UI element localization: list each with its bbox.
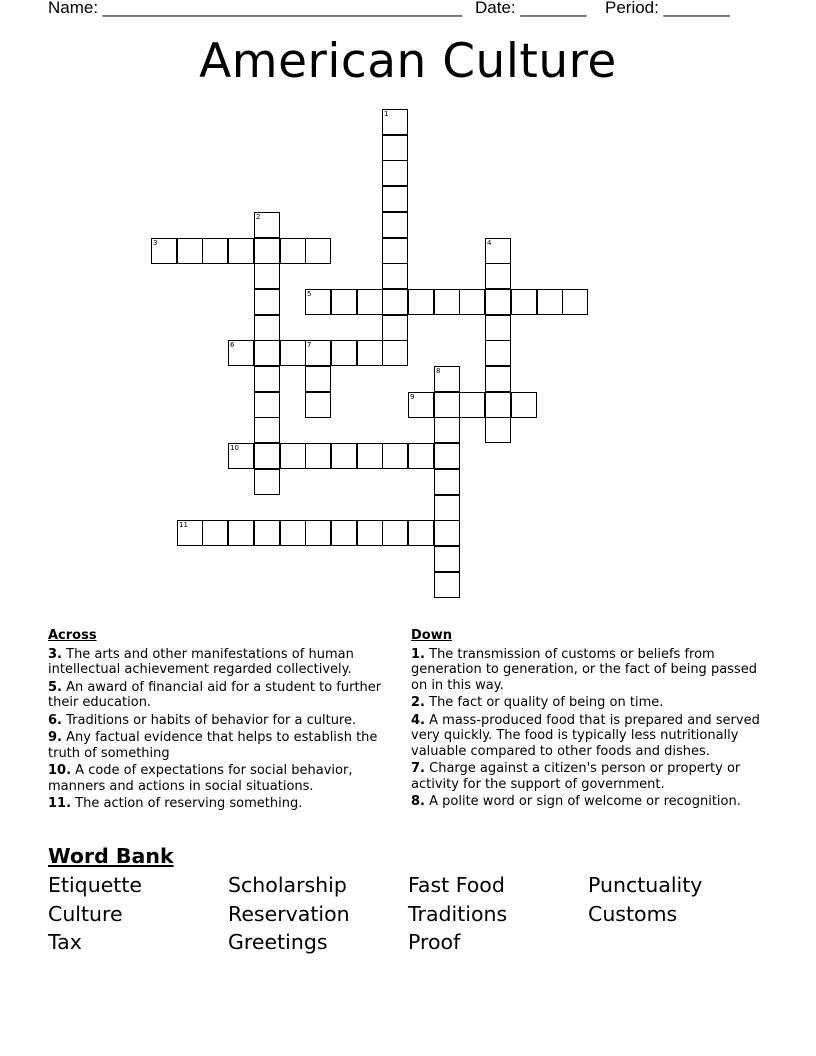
clue-number: 9. xyxy=(48,730,62,745)
crossword-cell[interactable] xyxy=(408,289,434,315)
word-bank-word: Scholarship xyxy=(228,873,347,897)
crossword-cell[interactable] xyxy=(331,340,357,366)
clue-number: 7. xyxy=(411,761,425,776)
crossword-cell[interactable] xyxy=(434,443,460,469)
crossword-cell[interactable] xyxy=(485,392,511,418)
clue-number: 8. xyxy=(411,794,425,809)
across-clues xyxy=(48,628,384,814)
crossword-cell[interactable] xyxy=(305,289,331,315)
crossword-cell[interactable] xyxy=(151,238,177,264)
crossword-cell[interactable] xyxy=(485,289,511,315)
crossword-cell[interactable] xyxy=(254,315,280,341)
clue-number: 1. xyxy=(411,646,425,662)
clue-number-label: 9 xyxy=(410,393,415,401)
crossword-cell[interactable] xyxy=(485,340,511,366)
clue-number-label: 2 xyxy=(256,213,261,221)
across-clue xyxy=(48,680,384,711)
clue-number: 3. xyxy=(48,646,62,662)
clue-text: Traditions or habits of behavior for a culture. xyxy=(66,712,357,728)
clue-text: Charge against a citizen's person or property or activity for the support of government. xyxy=(411,761,741,792)
crossword-cell[interactable] xyxy=(382,443,408,469)
crossword-cell[interactable] xyxy=(254,340,280,366)
crossword-cell[interactable] xyxy=(305,443,331,469)
clue-number: 10. xyxy=(48,763,72,778)
crossword-cell[interactable] xyxy=(254,469,280,495)
crossword-cell[interactable] xyxy=(357,289,383,315)
crossword-cell[interactable] xyxy=(434,289,460,315)
word-bank-title: Word Bank xyxy=(48,844,174,868)
clue-number-label: 1 xyxy=(384,110,389,118)
word-bank-word: Traditions xyxy=(408,902,508,926)
crossword-cell[interactable] xyxy=(382,263,408,289)
crossword-cell[interactable] xyxy=(459,392,485,418)
clue-number-label: 5 xyxy=(307,290,312,298)
clue-number: 2. xyxy=(411,695,425,710)
clue-text: A code of expectations for social behavior, manners and actions in social situations. xyxy=(48,763,353,794)
crossword-cell[interactable] xyxy=(280,238,306,264)
crossword-cell[interactable] xyxy=(305,238,331,264)
across-clue xyxy=(48,796,384,812)
crossword-cell[interactable] xyxy=(382,186,408,212)
crossword-cell[interactable] xyxy=(382,160,408,186)
crossword-cell[interactable] xyxy=(382,340,408,366)
crossword-cell[interactable] xyxy=(434,392,460,418)
word-bank-word: Punctuality xyxy=(588,873,703,897)
date-field-label: Date: _______ xyxy=(475,0,587,17)
crossword-cell[interactable] xyxy=(254,520,280,546)
crossword-cell[interactable] xyxy=(228,443,254,469)
crossword-cell[interactable] xyxy=(305,366,331,392)
across-clue xyxy=(48,763,384,794)
clue-text: The fact or quality of being on time. xyxy=(429,695,664,710)
crossword-cell[interactable] xyxy=(408,520,434,546)
clue-number: 4. xyxy=(411,712,425,728)
crossword-cell[interactable] xyxy=(485,417,511,443)
word-bank-word: Culture xyxy=(48,902,123,926)
clue-number-label: 6 xyxy=(230,341,235,349)
crossword-cell[interactable] xyxy=(305,340,331,366)
clue-number: 6. xyxy=(48,712,62,728)
crossword-cell[interactable] xyxy=(228,238,254,264)
down-clue xyxy=(411,713,771,760)
crossword-cell[interactable] xyxy=(485,238,511,264)
clue-number-label: 11 xyxy=(179,521,188,529)
down-heading: Down xyxy=(411,628,452,643)
crossword-cell[interactable] xyxy=(254,392,280,418)
crossword-cell[interactable] xyxy=(254,238,280,264)
name-field-label: Name: ______________________________________ xyxy=(48,0,463,17)
down-clues xyxy=(411,628,771,812)
crossword-cell[interactable] xyxy=(305,392,331,418)
crossword-cell[interactable] xyxy=(434,366,460,392)
crossword-cell[interactable] xyxy=(254,263,280,289)
crossword-cell[interactable] xyxy=(382,238,408,264)
crossword-cell[interactable] xyxy=(331,520,357,546)
across-clue xyxy=(48,713,384,729)
crossword-cell[interactable] xyxy=(305,520,331,546)
crossword-cell[interactable] xyxy=(254,289,280,315)
down-clue xyxy=(411,794,771,810)
crossword-cell[interactable] xyxy=(357,520,383,546)
crossword-cell[interactable] xyxy=(382,289,408,315)
word-bank-word: Customs xyxy=(588,902,678,926)
crossword-cell[interactable] xyxy=(331,443,357,469)
crossword-cell[interactable] xyxy=(434,469,460,495)
clue-number-label: 3 xyxy=(153,239,158,247)
clue-number: 5. xyxy=(48,679,62,695)
word-bank-word: Etiquette xyxy=(48,873,142,897)
crossword-cell[interactable] xyxy=(434,520,460,546)
crossword-cell[interactable] xyxy=(485,263,511,289)
across-clue xyxy=(48,647,384,678)
crossword-cell[interactable] xyxy=(202,238,228,264)
crossword-cell[interactable] xyxy=(280,520,306,546)
crossword-cell[interactable] xyxy=(382,135,408,161)
clue-number-label: 10 xyxy=(230,444,239,452)
crossword-cell[interactable] xyxy=(537,289,563,315)
clue-number-label: 8 xyxy=(436,367,441,375)
clue-text: The action of reserving something. xyxy=(75,796,303,811)
clue-text: Any factual evidence that helps to establish the truth of something xyxy=(48,730,378,761)
crossword-cell[interactable] xyxy=(382,315,408,341)
across-heading: Across xyxy=(48,628,97,643)
crossword-cell[interactable] xyxy=(434,572,460,598)
crossword-cell[interactable] xyxy=(408,392,434,418)
crossword-cell[interactable] xyxy=(485,315,511,341)
crossword-cell[interactable] xyxy=(382,109,408,135)
clue-text: The arts and other manifestations of human intellectual achievement regarded collectively. xyxy=(48,646,354,677)
crossword-cell[interactable] xyxy=(434,495,460,521)
clue-text: The transmission of customs or beliefs from generation to generation, or the fact of being passed on in this way. xyxy=(411,646,757,693)
across-clue xyxy=(48,730,384,761)
clue-text: A polite word or sign of welcome or recognition. xyxy=(429,794,741,809)
crossword-cell[interactable] xyxy=(459,289,485,315)
clue-number-label: 7 xyxy=(307,341,312,349)
crossword-cell[interactable] xyxy=(254,366,280,392)
crossword-cell[interactable] xyxy=(254,417,280,443)
clue-text: An award of financial aid for a student to further their education. xyxy=(48,679,382,710)
crossword-cell[interactable] xyxy=(177,520,203,546)
crossword-cell[interactable] xyxy=(254,443,280,469)
crossword-cell[interactable] xyxy=(177,238,203,264)
clue-number-label: 4 xyxy=(487,239,492,247)
word-bank-word: Reservation xyxy=(228,902,350,926)
period-field-label: Period: _______ xyxy=(605,0,730,17)
crossword-cell[interactable] xyxy=(511,392,537,418)
down-clue xyxy=(411,695,771,711)
word-bank-word: Proof xyxy=(408,930,461,954)
crossword-cell[interactable] xyxy=(331,289,357,315)
crossword-cell[interactable] xyxy=(562,289,588,315)
word-bank-word: Fast Food xyxy=(408,873,505,897)
word-bank-word: Tax xyxy=(48,930,82,954)
crossword-cell[interactable] xyxy=(434,417,460,443)
word-bank-word: Greetings xyxy=(228,930,328,954)
crossword-cell[interactable] xyxy=(511,289,537,315)
crossword-cell[interactable] xyxy=(254,212,280,238)
down-clue xyxy=(411,761,771,792)
clue-text: A mass-produced food that is prepared and served very quickly. The food is typically less nutritionally valuable compared to other foods and dishes. xyxy=(411,712,760,759)
crossword-cell[interactable] xyxy=(408,443,434,469)
crossword-cell[interactable] xyxy=(382,520,408,546)
crossword-cell[interactable] xyxy=(357,340,383,366)
crossword-cell[interactable] xyxy=(382,212,408,238)
crossword-cell[interactable] xyxy=(357,443,383,469)
page-title: American Culture xyxy=(199,34,617,89)
down-clue xyxy=(411,647,771,694)
crossword-cell[interactable] xyxy=(280,443,306,469)
crossword-cell[interactable] xyxy=(228,520,254,546)
crossword-cell[interactable] xyxy=(280,340,306,366)
clue-number: 11. xyxy=(48,796,72,811)
crossword-cell[interactable] xyxy=(434,546,460,572)
crossword-cell[interactable] xyxy=(485,366,511,392)
crossword-cell[interactable] xyxy=(202,520,228,546)
crossword-cell[interactable] xyxy=(228,340,254,366)
